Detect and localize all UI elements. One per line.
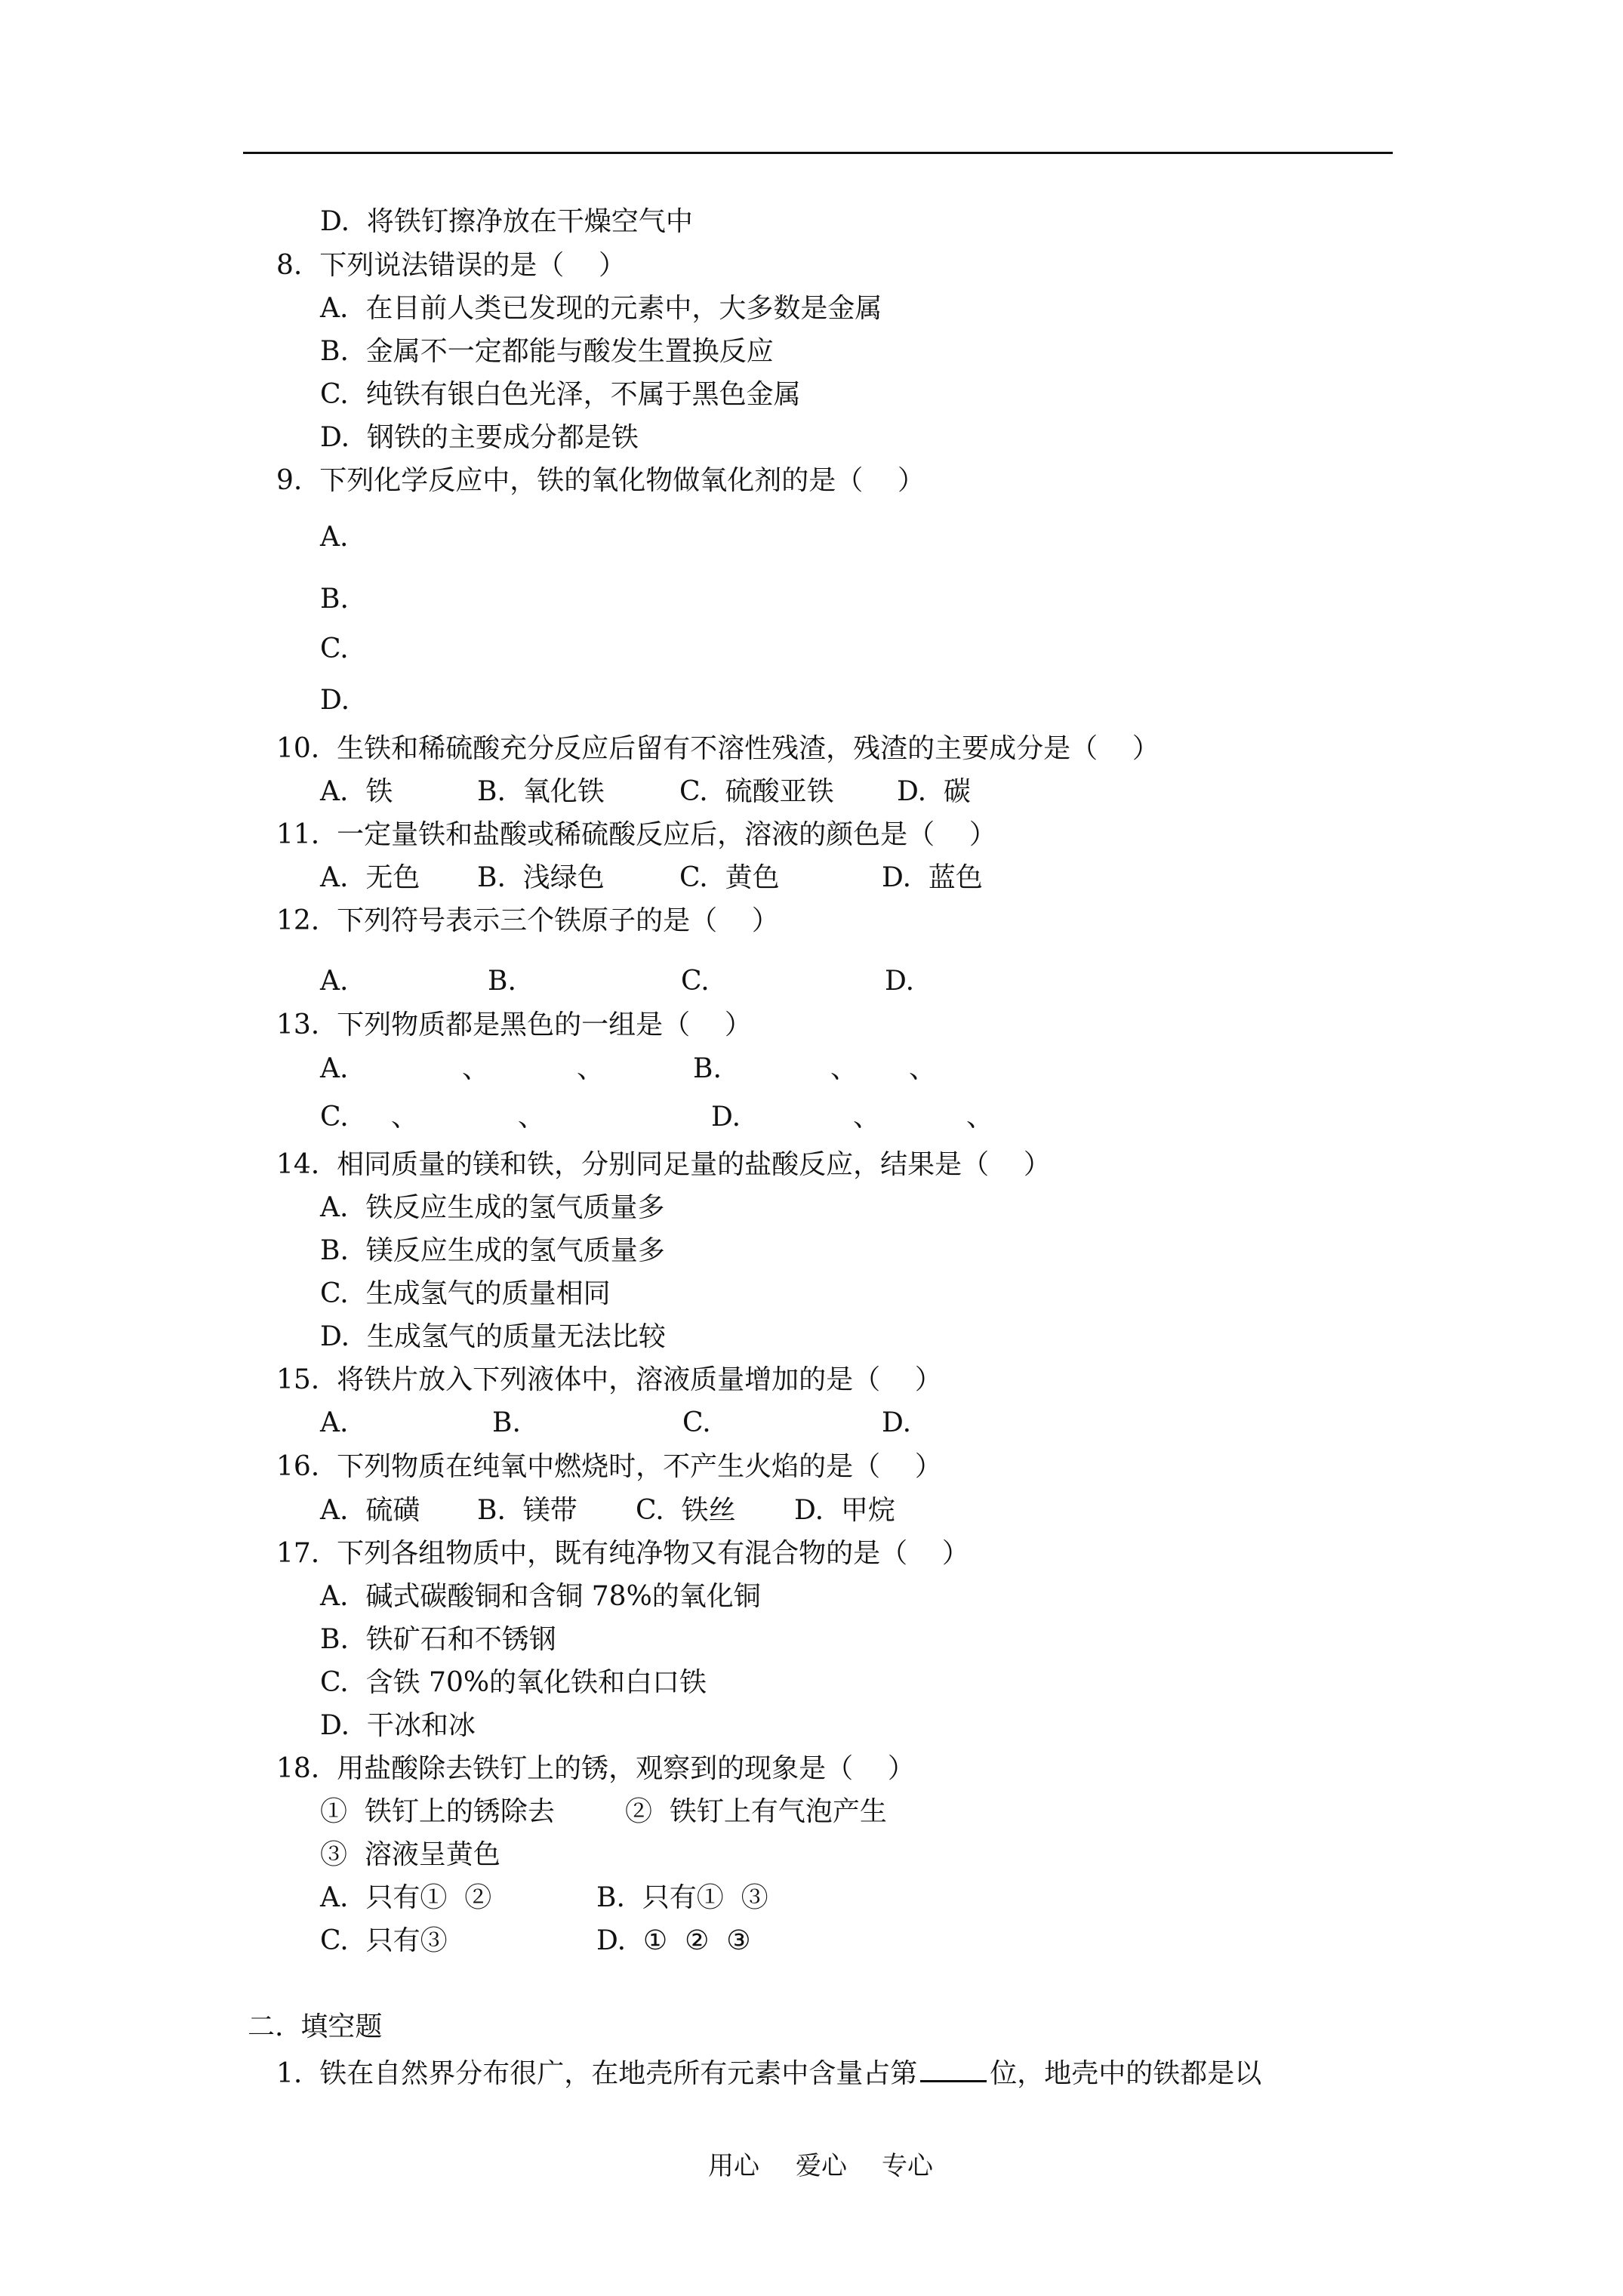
q13-separator: 、 [966,1102,994,1133]
q17-option-d: D. 干冰和冰 [320,1710,476,1741]
q14-option-d: D. 生成氢气的质量无法比较 [320,1321,666,1352]
q14-stem: 14. 相同质量的镁和铁，分别同足量的盐酸反应，结果是（ ） [276,1149,1051,1180]
q11-option-d: D. 蓝色 [882,862,983,893]
q7-option-d: D. 将铁钉擦净放在干燥空气中 [320,206,693,237]
q9-stem: 9. 下列化学反应中，铁的氧化物做氧化剂的是（ ） [276,465,925,496]
q16-option-c: C. 铁丝 [636,1495,736,1526]
q15-option-a: A. [320,1407,349,1438]
q15-option-c: C. [682,1407,711,1438]
q18-option-b: B. 只有① ③ [596,1882,768,1913]
q12-stem: 12. 下列符号表示三个铁原子的是（ ） [276,905,779,936]
q16-option-b: B. 镁带 [477,1495,577,1526]
fill-blank-text-before: 1. 铁在自然界分布很广，在地壳所有元素中含量占第 [276,2058,918,2089]
q18-item-1: ① 铁钉上的锈除去 [320,1796,555,1827]
q18-option-d: D. ① ② ③ [596,1925,751,1956]
q15-option-b: B. [492,1407,521,1438]
footer-word: 爱心 [796,2151,847,2181]
fill-blank-text-after: 位，地壳中的铁都是以 [990,2058,1262,2089]
q13-option-a: A. [320,1053,349,1084]
q16-option-d: D. 甲烷 [794,1495,895,1526]
q11-option-a: A. 无色 [320,862,420,893]
q11-stem: 11. 一定量铁和盐酸或稀硫酸反应后，溶液的颜色是（ ） [276,819,996,850]
q18-item-3: ③ 溶液呈黄色 [320,1839,500,1870]
q12-option-c: C. [681,966,710,997]
q9-option-d: D. [320,685,350,716]
q10-stem: 10. 生铁和稀硫酸充分反应后留有不溶性残渣，残渣的主要成分是（ ） [276,733,1160,764]
q13-option-c: C. [320,1102,349,1133]
q13-separator: 、 [909,1053,937,1084]
q10-option-b: B. 氧化铁 [477,776,605,807]
q10-option-d: D. 碳 [897,776,971,807]
q16-option-a: A. 硫磺 [320,1495,420,1526]
q16-stem: 16. 下列物质在纯氧中燃烧时，不产生火焰的是（ ） [276,1451,942,1482]
q8-option-a: A. 在目前人类已发现的元素中，大多数是金属 [320,293,882,324]
q12-option-b: B. [488,966,516,997]
q17-stem: 17. 下列各组物质中，既有纯净物又有混合物的是（ ） [276,1538,969,1569]
q9-option-b: B. [320,584,349,615]
q13-separator: 、 [518,1102,546,1133]
q13-separator: 、 [853,1102,881,1133]
q17-option-a: A. 碱式碳酸铜和含铜 78%的氧化铜 [320,1581,761,1612]
q10-option-c: C. 硫酸亚铁 [679,776,834,807]
q13-separator: 、 [391,1102,419,1133]
q8-option-c: C. 纯铁有银白色光泽，不属于黑色金属 [320,379,801,410]
answer-blank [920,2057,987,2082]
q12-option-a: A. [320,966,349,997]
q8-option-d: D. 钢铁的主要成分都是铁 [320,422,639,453]
q8-option-b: B. 金属不一定都能与酸发生置换反应 [320,336,774,367]
q12-option-d: D. [885,966,915,997]
footer-word: 专心 [882,2151,933,2181]
q9-option-a: A. [320,522,349,553]
q18-stem: 18. 用盐酸除去铁钉上的锈，观察到的现象是（ ） [276,1753,915,1784]
q13-option-d: D. [711,1102,741,1133]
q13-separator: 、 [577,1053,605,1084]
q13-stem: 13. 下列物质都是黑色的一组是（ ） [276,1009,752,1040]
q9-option-c: C. [320,633,349,664]
q15-option-d: D. [882,1407,912,1438]
q14-option-a: A. 铁反应生成的氢气质量多 [320,1192,665,1223]
q14-option-c: C. 生成氢气的质量相同 [320,1278,611,1309]
q8-stem: 8. 下列说法错误的是（ ） [276,250,627,281]
header-rule [243,152,1393,154]
fill-blank-question-1 [276,2057,1261,2088]
q13-separator: 、 [830,1053,858,1084]
q15-stem: 15. 将铁片放入下列液体中，溶液质量增加的是（ ） [276,1364,942,1395]
q11-option-c: C. 黄色 [679,862,780,893]
q18-item-2: ② 铁钉上有气泡产生 [625,1796,887,1827]
q17-option-b: B. 铁矿石和不锈钢 [320,1624,556,1655]
q14-option-b: B. 镁反应生成的氢气质量多 [320,1235,665,1266]
q18-option-a: A. 只有① ② [320,1882,492,1913]
q10-option-a: A. 铁 [320,776,393,807]
section-heading: 二. 填空题 [248,2011,383,2042]
q13-option-b: B. [693,1053,722,1084]
q11-option-b: B. 浅绿色 [477,862,605,893]
q13-separator: 、 [462,1053,490,1084]
q18-option-c: C. 只有③ [320,1925,448,1956]
footer-word: 用心 [708,2151,759,2181]
q17-option-c: C. 含铁 70%的氧化铁和白口铁 [320,1667,707,1698]
